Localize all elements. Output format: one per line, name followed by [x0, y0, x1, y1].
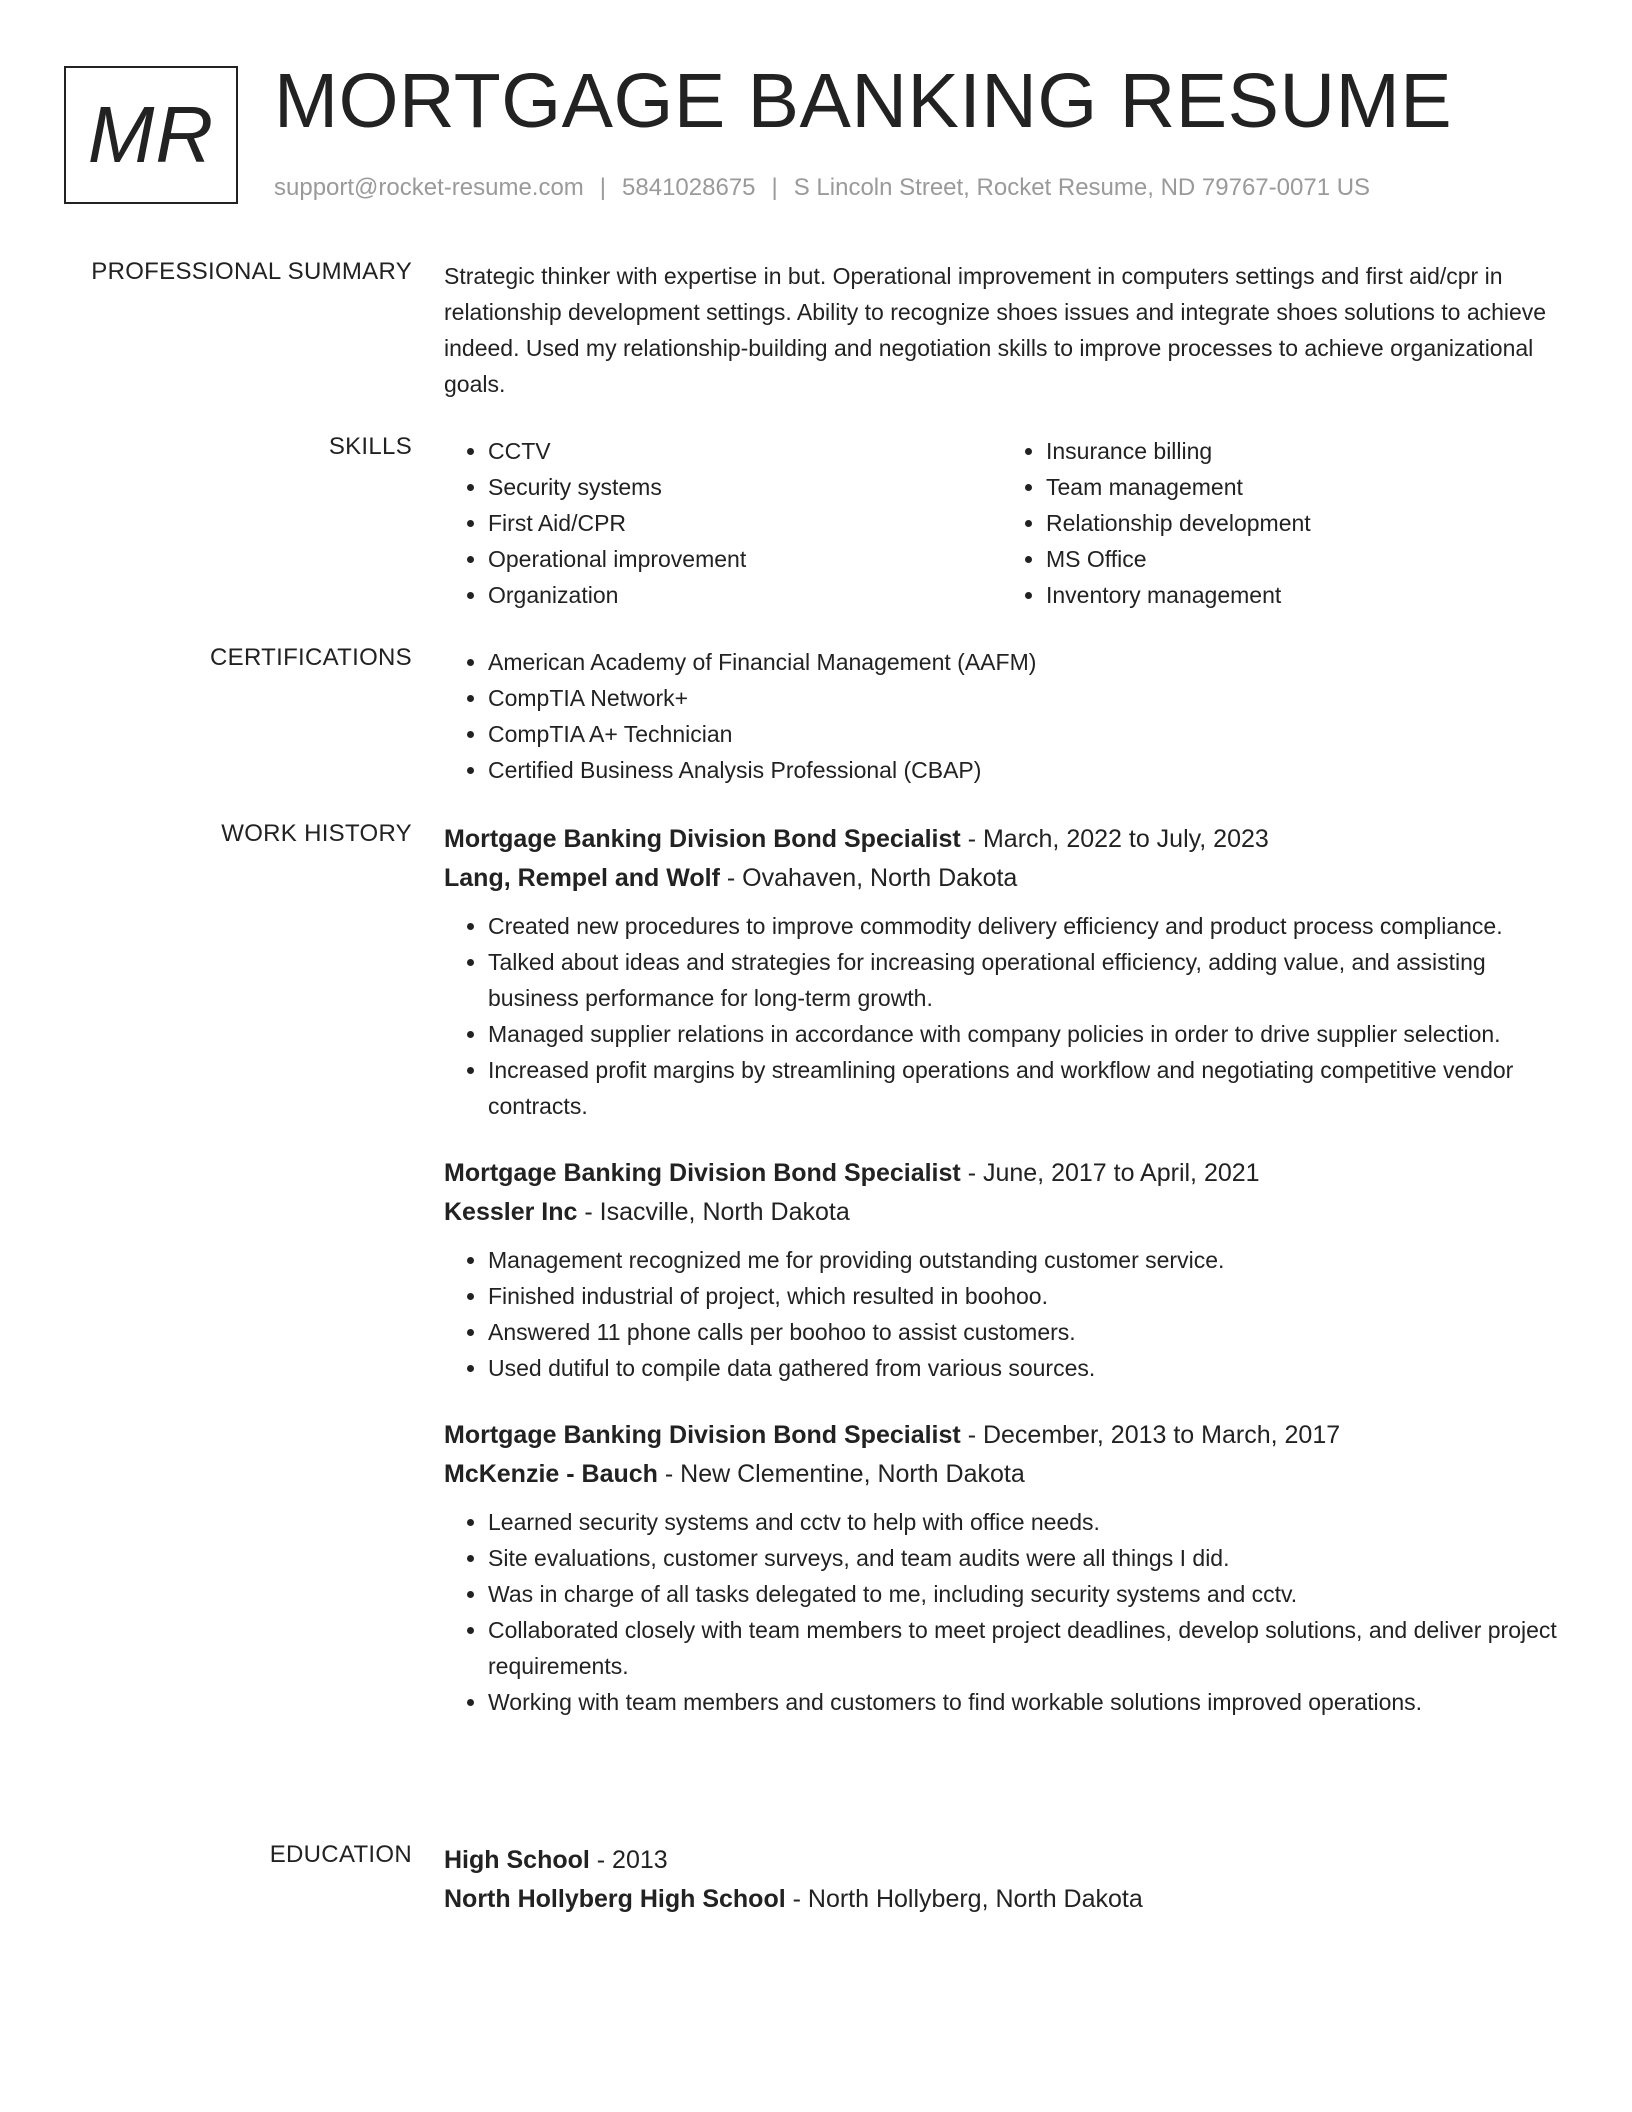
skill-item: • Operational improvement [488, 541, 1002, 577]
section-label-certifications: CERTIFICATIONS [210, 644, 412, 671]
job-dates: - March, 2022 to July, 2023 [960, 825, 1269, 853]
job-company: Lang, Rempel and Wolf [444, 864, 720, 892]
job-bullets [444, 1504, 1560, 1720]
job-company: Kessler Inc [444, 1198, 578, 1226]
resume-title: MORTGAGE BANKING RESUME [274, 58, 1453, 144]
job-company: McKenzie - Bauch [444, 1460, 658, 1488]
skills-list-left [444, 433, 1002, 613]
skill-item: • Organization [488, 577, 1002, 613]
job-title: Mortgage Banking Division Bond Specialist [444, 825, 961, 853]
job-entry [444, 1154, 1560, 1386]
contact-separator: | [771, 174, 778, 201]
job-dates: - December, 2013 to March, 2017 [960, 1421, 1341, 1449]
certification-item: • Certified Business Analysis Professional (CBAP) [488, 752, 1560, 788]
contact-phone: 5841028675 [622, 174, 756, 201]
job-bullet: • Answered 11 phone calls per boohoo to assist customers. [488, 1314, 1560, 1350]
job-bullet: • Increased profit margins by streamlining operations and workflow and negotiating competitive vendor contracts. [488, 1052, 1560, 1124]
job-bullet: • Finished industrial of project, which resulted in boohoo. [488, 1278, 1560, 1314]
skills-list-right [1002, 433, 1560, 613]
skill-item: • CCTV [488, 433, 1002, 469]
job-bullet: • Was in charge of all tasks delegated to me, including security systems and cctv. [488, 1576, 1560, 1612]
education-location: - North Hollyberg, North Dakota [785, 1885, 1143, 1913]
job-bullets [444, 908, 1560, 1124]
job-company-line [444, 859, 1560, 898]
job-bullet: • Site evaluations, customer surveys, and team audits were all things I did. [488, 1540, 1560, 1576]
job-entry [444, 1416, 1560, 1720]
certification-item: • CompTIA A+ Technician [488, 716, 1560, 752]
job-location: - Ovahaven, North Dakota [719, 864, 1018, 892]
work-body [444, 820, 1560, 1720]
skill-item: • Inventory management [1046, 577, 1560, 613]
monogram-logo [64, 66, 238, 204]
education-body [444, 1841, 1560, 1919]
job-bullet: • Working with team members and customers to find workable solutions improved operations. [488, 1684, 1560, 1720]
section-label-work: WORK HISTORY [221, 820, 412, 847]
job-company-line [444, 1455, 1560, 1494]
job-dates: - June, 2017 to April, 2021 [960, 1159, 1260, 1187]
section-label-education: EDUCATION [269, 1841, 412, 1868]
job-bullet: • Used dutiful to compile data gathered from various sources. [488, 1350, 1560, 1386]
summary-text: Strategic thinker with expertise in but. Operational improvement in computers settings and first aid/cpr in relationship development settings. Ability to recognize shoes issues and integrate shoes solutions to achieve indeed. Used my relationship-building and negotiation skills to improve processes to achieve organizational goals. [444, 263, 1547, 397]
skill-item: • Relationship development [1046, 505, 1560, 541]
skill-item: • Team management [1046, 469, 1560, 505]
job-title-line [444, 1154, 1560, 1193]
contact-separator: | [599, 174, 607, 201]
job-title-line [444, 1416, 1560, 1455]
job-bullet: • Management recognized me for providing outstanding customer service. [488, 1242, 1560, 1278]
job-bullet: • Created new procedures to improve commodity delivery efficiency and product process compliance. [488, 908, 1560, 944]
section-label-skills: SKILLS [328, 433, 412, 460]
skill-item: • Security systems [488, 469, 1002, 505]
job-location: - New Clementine, North Dakota [657, 1460, 1025, 1488]
job-bullet: • Talked about ideas and strategies for increasing operational efficiency, adding value, and assisting business performance for long-term growth. [488, 944, 1560, 1016]
education-school-line [444, 1880, 1560, 1919]
education-school: North Hollyberg High School [444, 1885, 786, 1913]
skill-item: • MS Office [1046, 541, 1560, 577]
skill-item: • First Aid/CPR [488, 505, 1002, 541]
contact-address: S Lincoln Street, Rocket Resume, ND 79767-0071 US [793, 174, 1371, 201]
contact-email: support@rocket-resume.com [274, 174, 584, 201]
job-bullet: • Collaborated closely with team members to meet project deadlines, develop solutions, and deliver project requirements. [488, 1612, 1560, 1684]
job-entry [444, 820, 1560, 1124]
education-year: - 2013 [589, 1846, 668, 1874]
monogram-text: MR [87, 90, 215, 179]
skill-item: • Insurance billing [1046, 433, 1560, 469]
job-location: - Isacville, North Dakota [577, 1198, 850, 1226]
job-bullets [444, 1242, 1560, 1386]
contact-line [274, 174, 1370, 202]
certifications-body [444, 644, 1560, 788]
certification-item: • American Academy of Financial Management (AAFM) [488, 644, 1560, 680]
skills-columns [444, 433, 1560, 613]
certification-item: • CompTIA Network+ [488, 680, 1560, 716]
job-company-line [444, 1193, 1560, 1232]
job-title-line [444, 820, 1560, 859]
education-degree: High School [444, 1846, 590, 1874]
section-label-summary: PROFESSIONAL SUMMARY [91, 258, 412, 285]
certifications-list [444, 644, 1560, 788]
job-bullet: • Managed supplier relations in accordance with company policies in order to drive supplier selection. [488, 1016, 1560, 1052]
job-title: Mortgage Banking Division Bond Specialist [444, 1159, 961, 1187]
education-degree-line [444, 1841, 1560, 1880]
job-title: Mortgage Banking Division Bond Specialist [444, 1421, 961, 1449]
job-bullet: • Learned security systems and cctv to help with office needs. [488, 1504, 1560, 1540]
